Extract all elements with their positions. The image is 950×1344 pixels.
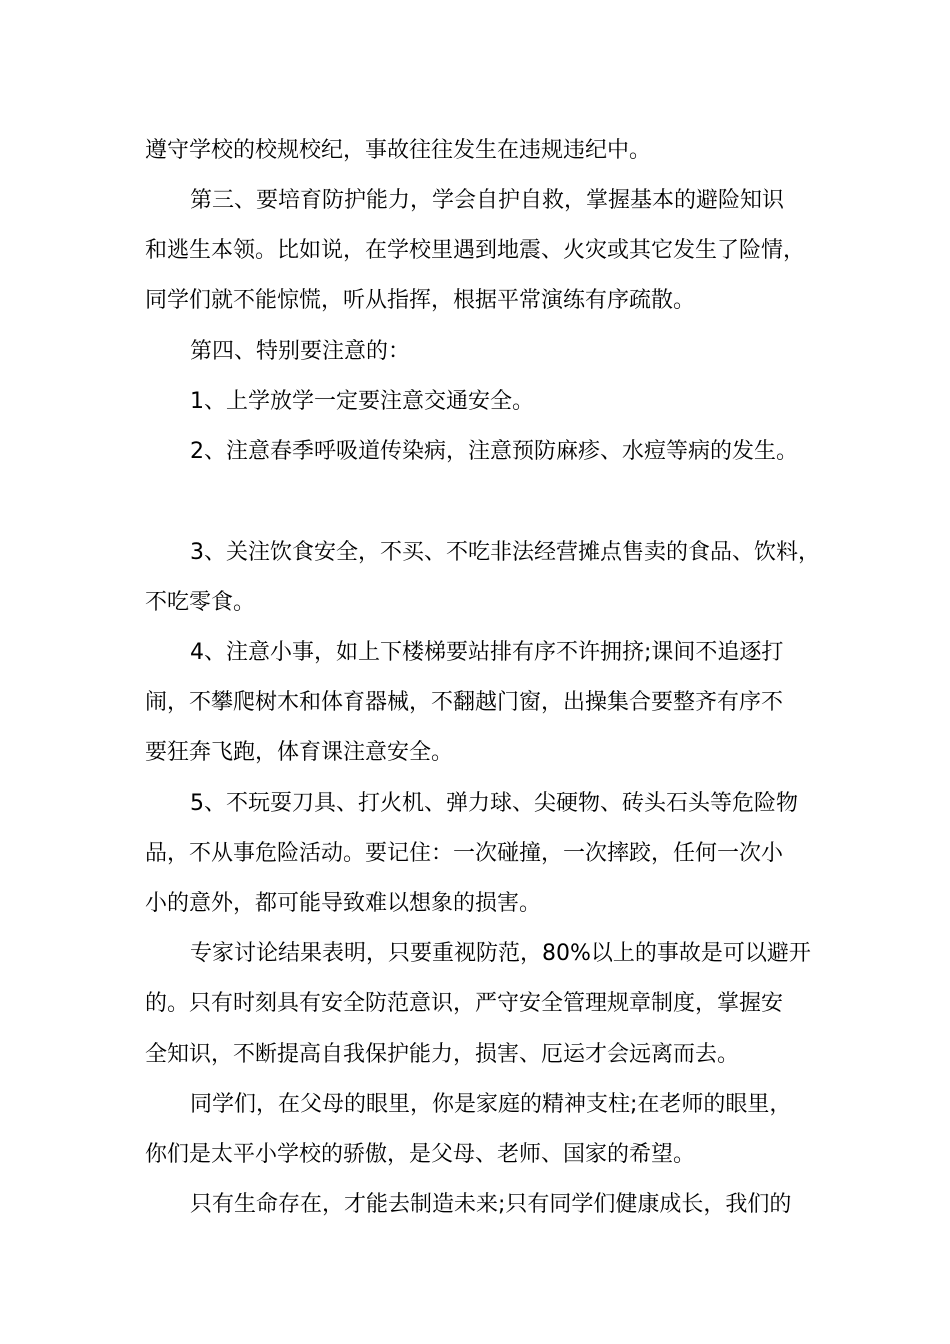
text-line-9: 不吃零食。 <box>145 590 256 615</box>
text-line-11: 闹，不攀爬树木和体育器械，不翻越门窗，出操集合要整齐有序不 <box>145 690 784 715</box>
text-line-13: 5、不玩耍刀具、打火机、弹力球、尖硬物、砖头石头等危险物 <box>190 791 798 816</box>
text-line-10: 4、注意小事，如上下楼梯要站排有序不许拥挤;课间不追逐打 <box>190 640 784 665</box>
text-line-19: 同学们，在父母的眼里，你是家庭的精神支柱;在老师的眼里， <box>190 1092 792 1117</box>
text-line-4: 同学们就不能惊慌，听从指挥，根据平常演练有序疏散。 <box>145 288 696 313</box>
text-line-18: 全知识，不断提高自我保护能力，损害、厄运才会远离而去。 <box>145 1042 740 1067</box>
text-line-15: 小的意外，都可能导致难以想象的损害。 <box>145 891 542 916</box>
text-line-7: 2、注意春季呼吸道传染病，注意预防麻疹、水痘等病的发生。 <box>190 439 798 464</box>
text-line-21: 只有生命存在，才能去制造未来;只有同学们健康成长，我们的 <box>190 1192 792 1217</box>
text-line-16: 专家讨论结果表明，只要重视防范，80%以上的事故是可以避开 <box>190 941 811 966</box>
text-line-3: 和逃生本领。比如说，在学校里遇到地震、火灾或其它发生了险情， <box>145 238 806 263</box>
text-line-12: 要狂奔飞跑，体育课注意安全。 <box>145 740 454 765</box>
text-line-5: 第四、特别要注意的： <box>190 339 411 364</box>
text-line-14: 品，不从事危险活动。要记住：一次碰撞，一次摔跤，任何一次小 <box>145 841 784 866</box>
text-line-17: 的。只有时刻具有安全防范意识，严守安全管理规章制度，掌握安 <box>145 991 784 1016</box>
text-line-20: 你们是太平小学校的骄傲，是父母、老师、国家的希望。 <box>145 1142 696 1167</box>
text-line-2: 第三、要培育防护能力，学会自护自救，掌握基本的避险知识 <box>190 188 785 213</box>
text-line-1: 遵守学校的校规校纪，事故往往发生在违规违纪中。 <box>145 138 652 163</box>
text-line-6: 1、上学放学一定要注意交通安全。 <box>190 389 534 414</box>
text-line-8: 3、关注饮食安全，不买、不吃非法经营摊点售卖的食品、饮料， <box>190 540 820 565</box>
